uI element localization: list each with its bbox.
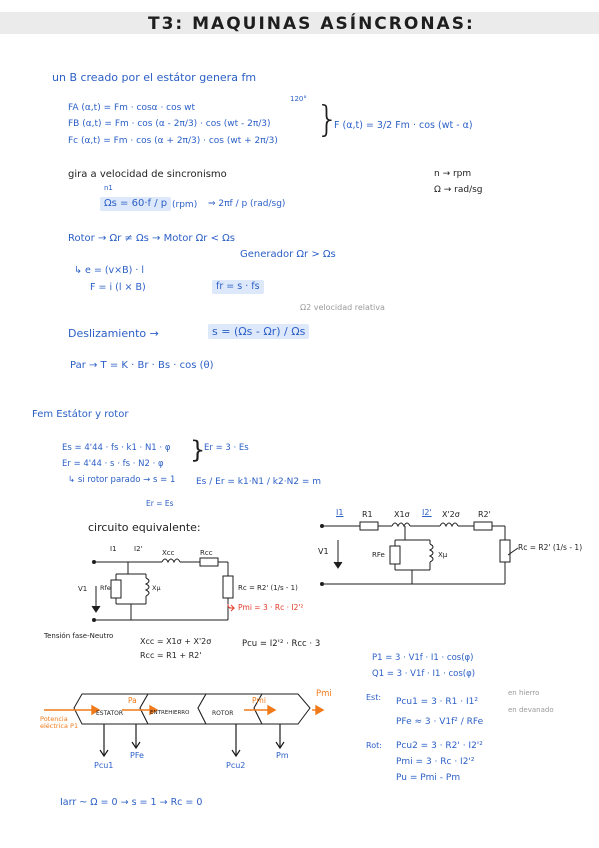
- top-rc-label: Rc = R2' (1/s - 1): [518, 543, 583, 552]
- flow-stage-entrehierro: ENTREHIERRO: [150, 710, 190, 716]
- fr-eq: fr = s · fs: [212, 280, 264, 294]
- left-i2-label: I2': [134, 545, 143, 553]
- top-x1-label: X1σ: [394, 510, 410, 519]
- eq-p1: P1 = 3 · V1f · I1 · cos(φ): [372, 653, 474, 663]
- top-r1-label: R1: [362, 510, 373, 519]
- eq-er3: Er = 3 · Es: [204, 443, 249, 453]
- page-title: T3: MAQUINAS ASÍNCRONAS:: [148, 14, 475, 34]
- omega-rad: Ω → rad/sg: [434, 185, 483, 195]
- rpm-unit: (rpm): [172, 200, 198, 210]
- left-v1-label: V1: [78, 585, 88, 593]
- left-i1-label: I1: [110, 545, 117, 553]
- eq-pu: Pu = Pmi - Pm: [396, 773, 461, 783]
- section1-heading: un B creado por el estátor genera fm: [52, 71, 257, 84]
- force-eq: F = i (l × B): [90, 282, 146, 293]
- note-cobre: en devanado: [508, 706, 554, 714]
- flow-stage-estator: ESTATOR: [96, 710, 123, 717]
- flow-input-label: Potencia eléctrica P1: [40, 715, 79, 731]
- flow-stage-rotor: ROTOR: [212, 710, 234, 717]
- eq-pcu2: Pcu2 = 3 · R2' · I2'²: [396, 741, 483, 751]
- degree-note: 120°: [290, 95, 307, 103]
- generador-line: Generador Ωr > Ωs: [240, 249, 336, 260]
- circuit-title: circuito equivalente:: [88, 521, 201, 534]
- brace: }: [316, 99, 339, 140]
- relative-speed-note: Ω2 velocidad relativa: [300, 303, 385, 312]
- flow-pm: Pm: [276, 751, 289, 760]
- ratio-eq: Es / Er = k1·N1 / k2·N2 = m: [196, 477, 322, 487]
- rot-label: Rot:: [366, 741, 382, 750]
- top-rfe-label: RFe: [372, 551, 385, 559]
- top-i2-label: I2': [422, 508, 432, 517]
- top-xu-label: Xμ: [438, 551, 448, 559]
- iarr-line: Iarr ~ Ω = 0 → s = 1 → Rc = 0: [60, 797, 203, 808]
- parado-line1: ↳ si rotor parado → s = 1: [68, 475, 176, 485]
- left-rcc-label: Rcc: [200, 549, 213, 557]
- top-v1-label: V1: [318, 547, 329, 556]
- top-x2-label: X'2σ: [442, 510, 460, 519]
- circuit-left: [92, 558, 233, 620]
- left-rfe-label: Rfe: [100, 584, 111, 592]
- left-xu-label: Xμ: [152, 584, 161, 592]
- parado-line2: Er = Es: [146, 499, 174, 508]
- eq-es: Es = 4'44 · fs · k1 · N1 · φ: [62, 443, 171, 453]
- eq-fb: FB (α,t) = Fm · cos (α - 2π/3) · cos (wt - 2π/3): [68, 119, 271, 129]
- n-rpm: n → rpm: [434, 169, 472, 179]
- deslizamiento-formula: s = (Ωs - Ωr) / Ωs: [208, 324, 309, 339]
- eq-pcu1: Pcu1 = 3 · R1 · I1²: [396, 697, 478, 707]
- left-pmi-label: Pmi = 3 · Rc · I2'²: [238, 603, 304, 612]
- left-rc-label: Rc = R2' (1/s - 1): [238, 584, 298, 592]
- eq-pcu: Pcu = I2'² · Rcc · 3: [242, 639, 321, 649]
- top-r2-label: R2': [478, 510, 491, 519]
- eq-ns: Ωs = 60·f / p: [100, 197, 171, 211]
- eq-pfe: PFe ≈ 3 · V1f² / RFe: [396, 717, 484, 727]
- n1-label: n1: [104, 184, 113, 192]
- eq-fc: Fc (α,t) = Fm · cos (α + 2π/3) · cos (wt + 2π/3): [68, 136, 278, 146]
- emf-eq: ↳ e = (v×B) · l: [74, 265, 145, 276]
- flow-pmi-out: Pmi: [316, 689, 332, 699]
- left-xcc-label: Xcc: [162, 549, 175, 557]
- eq-fa: FA (α,t) = Fm · cosα · cos wt: [68, 103, 196, 113]
- flow-pa: Pa: [128, 696, 137, 705]
- flow-pcu1: Pcu1: [94, 761, 114, 770]
- tension-note: Tensión fase-Neutro: [44, 632, 114, 640]
- deslizamiento-label: Deslizamiento →: [68, 327, 159, 340]
- flow-pcu2: Pcu2: [226, 761, 246, 770]
- est-label: Est:: [366, 693, 382, 702]
- brace-small: }: [190, 436, 206, 464]
- eq-er: Er = 4'44 · s · fs · N2 · φ: [62, 459, 164, 469]
- eq-xcc: Xcc = X1σ + X'2σ: [140, 637, 212, 646]
- flow-pfe: PFe: [130, 751, 144, 760]
- rad-unit: ⇒ 2πf / p (rad/sg): [208, 199, 286, 209]
- circuit-top: [322, 522, 518, 584]
- eq-pmi: Pmi = 3 · Rc · I2'²: [396, 757, 475, 767]
- top-i1-label: I1: [336, 508, 344, 517]
- par-eq: Par → T = K · Br · Bs · cos (θ): [70, 360, 214, 371]
- section4-heading: Fem Estátor y rotor: [32, 409, 129, 420]
- eq-q1: Q1 = 3 · V1f · I1 · cos(φ): [372, 669, 476, 679]
- rotor-line: Rotor → Ωr ≠ Ωs → Motor Ωr < Ωs: [68, 233, 235, 244]
- eq-rcc: Rcc = R1 + R2': [140, 651, 202, 660]
- gira-text: gira a velocidad de sincronismo: [68, 169, 227, 180]
- note-hierro: en hierro: [508, 689, 540, 697]
- flow-pmi: Pmi: [252, 696, 266, 705]
- eq-ftotal: F (α,t) = 3/2 Fm · cos (wt - α): [334, 120, 473, 131]
